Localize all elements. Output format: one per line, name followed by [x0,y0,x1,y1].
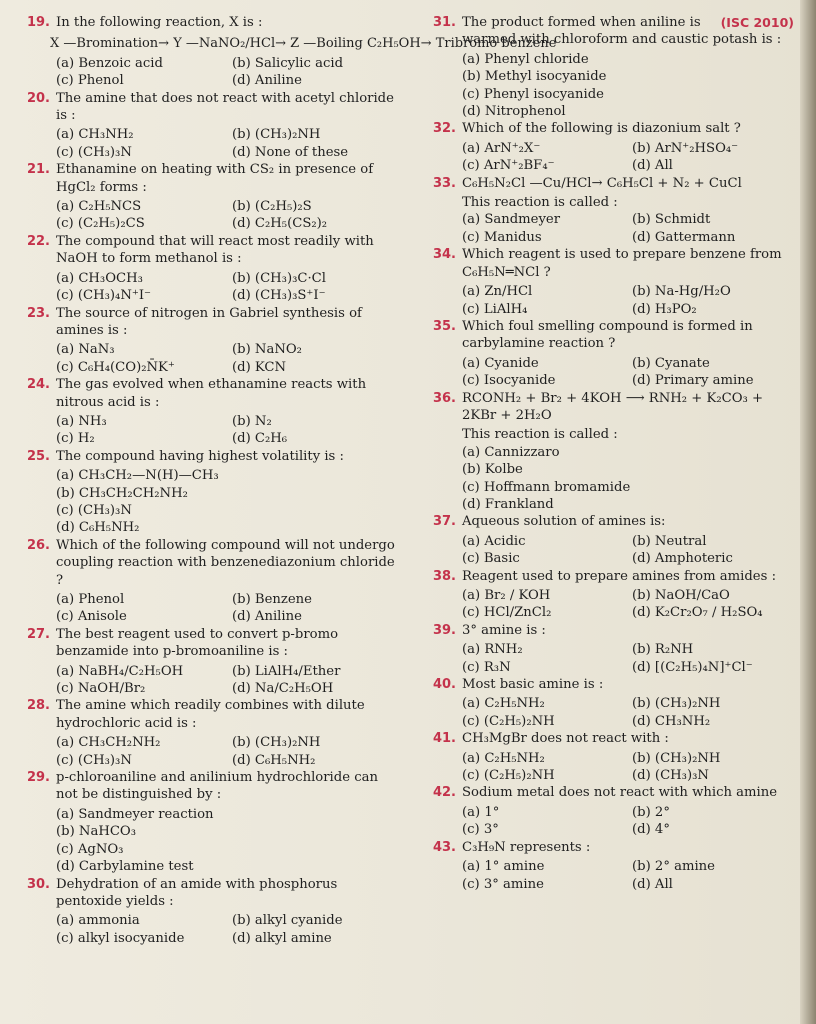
question-text [56,90,400,125]
options [462,444,794,514]
option: (b) (C₂H₅)₂S [232,199,312,215]
option: (a) C₂H₅NH₂ [462,696,545,712]
question-stem: Sodium metal does not react with which amine [462,785,778,801]
question-text [462,622,794,639]
question-block [14,537,400,626]
question [14,537,400,589]
question-text [462,246,794,281]
options [56,591,400,626]
option: (a) Phenyl chloride [462,51,589,67]
question-block [420,513,794,567]
question-number: 37. [432,514,456,530]
option: (d) None of these [232,144,349,160]
options [56,55,400,90]
option: (d) Nitrophenol [462,104,566,120]
question [14,697,400,732]
question-text [56,697,400,732]
option: (c) Anisole [56,609,127,625]
question [420,568,794,585]
option: (c) (CH₃)₃N [56,752,132,768]
option: (a) Sandmeyer reaction [56,806,214,822]
question-number: 26. [26,537,50,553]
option: (d) K₂Cr₂O₇ / H₂SO₄ [632,605,763,621]
option: (d) C₂H₆ [232,431,288,447]
question-number: 39. [432,622,456,638]
options [56,467,400,537]
question-block [420,839,794,893]
question [14,876,400,911]
option: (b) ArN⁺₂HSO₄⁻ [632,140,739,156]
question-text [56,376,400,411]
options [56,806,400,876]
option: (d) Gattermann [632,229,736,245]
option: (a) C₂H₅NH₂ [462,750,545,766]
options [56,413,400,448]
question-block [420,622,794,676]
question-text [462,730,794,747]
options [56,126,400,161]
option: (d) Na/C₂H₅OH [232,681,334,697]
option: (a) CH₃CH₂—N(H)—CH₃ [56,468,219,484]
option: (b) Benzene [232,592,312,607]
question [420,246,794,281]
option: (a) NH₃ [56,413,107,429]
option: (d) 4° [632,822,670,838]
question-number: 20. [26,90,50,106]
options [462,858,794,893]
options [462,533,794,568]
question-stem: In the following reaction, X is : [56,15,263,30]
option: (d) All [632,876,673,892]
question-block [14,233,400,305]
question-block [420,246,794,318]
option: (b) (CH₃)₂NH [632,750,721,766]
question-stem: Dehydration of an amide with phosphorus pentoxide yields : [56,876,338,909]
option: (b) (CH₃)₂NH [232,127,321,143]
question-stem: Which foul smelling compound is formed in carbylamine reaction ? [462,318,753,352]
question [14,626,400,661]
option: (c) ArN⁺₂BF₄⁻ [462,158,555,174]
question-text [56,769,400,804]
question-text [462,839,794,856]
option: (b) Kolbe [462,462,523,478]
options [56,270,400,305]
option: (c) Manidus [462,229,542,245]
question-subtext: This reaction is called : [462,427,618,443]
question-stem: Reagent used to prepare amines from amides : [462,568,777,584]
options [56,341,400,376]
option: (d) Amphoteric [632,551,733,567]
question [420,513,794,530]
option: (c) R₃N [462,659,511,675]
option: (d) [(C₂H₅)₄N]⁺Cl⁻ [632,659,753,675]
option: (c) alkyl isocyanide [56,930,185,946]
question-number: 42. [432,785,456,801]
question-stem: Aqueous solution of amines is: [462,514,666,530]
question-block [14,626,400,698]
option: (d) C₆H₅NH₂ [232,752,316,768]
option: (d) Primary amine [632,373,754,389]
question-text [462,784,794,801]
options [462,211,794,246]
options [462,750,794,785]
option: (d) KCN [232,359,287,375]
option: (c) (CH₃)₃N [56,502,132,518]
option: (d) C₂H₅(CS₂)₂ [232,216,328,232]
option: (a) Sandmeyer [462,212,561,228]
option: (a) 1° [462,804,500,820]
question-number: 43. [432,839,456,855]
option: (b) Methyl isocyanide [462,69,607,85]
option: (b) NaOH/CaO [632,588,730,603]
question-number: 30. [26,876,50,892]
question-stem: The product formed when aniline is warmed with chloroform and caustic potash is : [462,15,782,48]
option: (b) (CH₃)₃C·Cl [232,270,326,286]
right-column [420,14,794,893]
question-text [56,626,400,661]
question-block [14,697,400,769]
option: (b) (CH₃)₂NH [232,735,321,751]
reaction-scheme: X —Bromination→ Y —NaNO₂/HCl→ Z —Boiling C₂H₅OH→ Tribromo benzene [50,36,557,52]
option: (a) CH₃OCH₃ [56,270,143,286]
question-stem: RCONH₂ + Br₂ + 4KOH ⟶ RNH₂ + K₂CO₃ + 2KBr + 2H₂O [462,390,764,423]
question [14,90,400,125]
question-block [420,676,794,730]
question-stem: CH₃MgBr does not react with : [462,731,669,747]
question-stem: The amine which readily combines with dilute hydrochloric acid is : [56,698,365,731]
option: (c) H₂ [56,431,95,447]
question-stem: p-chloroaniline and anilinium hydrochloride can not be distinguished by : [56,770,378,803]
question-block [420,730,794,784]
question [420,390,794,425]
question-text [56,161,400,196]
question-block [14,305,400,377]
option: (c) (C₂H₅)₂NH [462,713,555,729]
option: (a) Phenol [56,592,125,607]
option: (d) All [632,158,673,174]
question-number: 23. [26,305,50,321]
options [462,804,794,839]
question-block [420,390,794,514]
question-text [462,513,794,530]
option: (a) RNH₂ [462,642,523,658]
question-text [462,120,794,137]
options [56,734,400,769]
question [14,769,400,804]
option: (b) Cyanate [632,355,710,371]
question [14,305,400,340]
options [462,140,794,175]
option: (a) C₂H₅NCS [56,199,142,215]
question-number: 34. [432,247,456,263]
question-number: 31. [432,15,456,30]
question-text [56,233,400,268]
option: (c) LiAlH₄ [462,301,528,317]
question-number: 19. [26,15,50,30]
option: (a) Cyanide [462,355,539,371]
option: (c) (C₂H₅)₂NH [462,768,555,784]
question-stem: The source of nitrogen in Gabriel synthesis of amines is : [56,305,362,338]
options [462,51,794,121]
question-stem: C₃H₉N represents : [462,839,591,855]
question-number: 33. [432,175,456,191]
question [420,676,794,693]
option: (c) (C₂H₅)₂CS [56,216,145,232]
option: (b) Schmidt [632,212,711,228]
question-block [14,376,400,448]
question-stem: Most basic amine is : [462,677,604,693]
question-stem: Ethanamine on heating with CS₂ in presence of HgCl₂ forms : [56,162,374,195]
question-stem: The compound that will react most readily with NaOH to form methanol is : [56,233,374,267]
option: (a) NaN₃ [56,342,115,358]
question-text [462,676,794,693]
question-stem: Which reagent is used to prepare benzene from C₆H₅N═NCl ? [462,247,782,280]
question [420,622,794,639]
question-text [462,175,794,192]
option: (b) alkyl cyanide [232,913,343,929]
question-block [420,784,794,838]
question [14,161,400,196]
option: (a) Acidic [462,533,526,549]
question-block [14,876,400,948]
option: (c) C₆H₄(CO)₂N̄K⁺ [56,359,175,375]
options [462,587,794,622]
question-text [56,448,400,465]
option: (c) Phenyl isocyanide [462,86,604,102]
question [14,448,400,465]
question-number: 24. [26,377,50,393]
question [420,784,794,801]
option: (d) C₆H₅NH₂ [56,520,140,536]
option: (b) Neutral [632,533,707,549]
option: (c) (CH₃)₃N [56,144,132,160]
question-block [14,161,400,233]
question-block [420,568,794,622]
question [420,175,794,192]
question-number: 27. [26,626,50,642]
options [462,695,794,730]
option: (a) CH₃NH₂ [56,127,134,143]
question-number: 29. [26,770,50,786]
question [14,14,400,31]
option: (a) NaBH₄/C₂H₅OH [56,663,184,679]
question-text [462,390,794,425]
option: (b) CH₃CH₂CH₂NH₂ [56,485,188,501]
option: (c) Phenol [56,73,124,89]
option: (c) AgNO₃ [56,841,124,857]
option: (d) CH₃NH₂ [632,713,711,729]
question-text [462,14,794,49]
options [56,912,400,947]
option: (a) Benzoic acid [56,55,163,71]
options [462,355,794,390]
question-stem: 3° amine is : [462,622,546,638]
question-text [56,14,400,31]
option: (b) (CH₃)₂NH [632,696,721,712]
question-stem: The gas evolved when ethanamine reacts with nitrous acid is : [56,377,367,410]
question-text [56,305,400,340]
options [56,663,400,698]
option: (c) 3° amine [462,876,544,892]
option: (b) LiAlH₄/Ether [232,663,341,679]
question-block [14,90,400,162]
question [420,318,794,353]
option: (b) Na-Hg/H₂O [632,284,731,300]
option: (a) Br₂ / KOH [462,588,551,603]
question-number: 22. [26,233,50,249]
question-stem: The best reagent used to convert p-bromo benzamide into p-bromoaniline is : [56,626,339,660]
question-number: 25. [26,448,50,464]
option: (c) (CH₃)₄N⁺I⁻ [56,288,151,304]
question-stem: The amine that does not react with acetyl chloride is : [56,90,394,124]
question [14,376,400,411]
question-block [420,120,794,174]
options [56,198,400,233]
question [420,839,794,856]
page-edge [800,0,816,1024]
option: (c) Basic [462,551,520,567]
option: (b) N₂ [232,413,272,429]
question-stem: Which of the following compound will not undergo coupling reaction with benzenediazonium chloride ? [56,537,395,588]
option: (c) HCl/ZnCl₂ [462,605,552,621]
option: (a) ammonia [56,913,140,929]
question-block [14,448,400,537]
option: (d) Frankland [462,496,554,512]
option: (d) Aniline [232,609,302,625]
option: (a) Cannizzaro [462,444,560,460]
question [420,14,794,49]
question-subtext: This reaction is called : [462,195,618,211]
question-number: 21. [26,162,50,178]
question [420,730,794,747]
question-text [56,876,400,911]
question-block [14,769,400,875]
question-number: 41. [432,731,456,747]
option: (c) NaOH/Br₂ [56,681,146,697]
question-block [420,318,794,390]
option: (b) R₂NH [632,642,694,658]
option: (b) 2° [632,804,670,820]
question-number: 40. [432,677,456,693]
option: (b) NaHCO₃ [56,824,137,840]
option: (a) ArN⁺₂X⁻ [462,140,541,156]
question-stem: C₆H₅N₂Cl —Cu/HCl→ C₆H₅Cl + N₂ + CuCl [462,175,742,191]
question-block [420,175,794,247]
question-number: 35. [432,318,456,334]
question-number: 38. [432,568,456,584]
exam-tag: (ISC 2010) [720,15,794,30]
options [462,641,794,676]
options [462,283,794,318]
option: (b) NaNO₂ [232,342,302,358]
option: (a) CH₃CH₂NH₂ [56,735,161,751]
question-block [420,14,794,120]
option: (a) Zn/HCl [462,284,533,300]
option: (d) alkyl amine [232,930,332,946]
question-stem: The compound having highest volatility is : [56,448,344,464]
option: (d) Carbylamine test [56,859,194,875]
question-number: 28. [26,698,50,714]
option: (c) Hoffmann bromamide [462,479,631,495]
question-text [56,537,400,589]
question [14,233,400,268]
option: (d) Aniline [232,73,302,89]
option: (a) 1° amine [462,859,545,875]
option: (d) (CH₃)₃S⁺I⁻ [232,288,326,304]
question-number: 32. [432,121,456,137]
option: (d) (CH₃)₃N [632,768,709,784]
question-text [462,318,794,353]
option: (c) 3° [462,822,499,838]
option: (c) Isocyanide [462,373,556,389]
question-number: 36. [432,390,456,406]
question-stem: Which of the following is diazonium salt ? [462,121,741,137]
question-text [462,568,794,585]
question [420,120,794,137]
option: (b) 2° amine [632,859,715,875]
option: (b) Salicylic acid [232,55,344,71]
option: (d) H₃PO₂ [632,301,697,317]
